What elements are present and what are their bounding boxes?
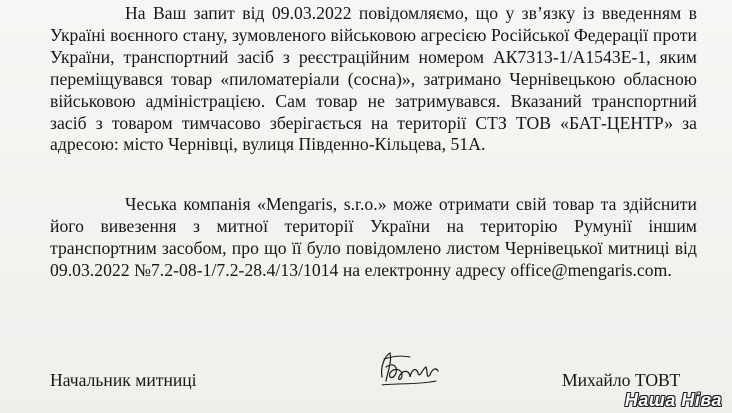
letter-paragraph-1: На Ваш запит від 09.03.2022 повідомляємо, що у зв’язку із введенням в Україні воєнного стану, зумовленого військовою агресією Російської Федерації проти України, транспортний засіб з реєстраційним номером АК7313-1/А1543Е-1, яким переміщувався товар «пиломатеріали (сосна)», затримано Чернівецькою обласною військовою адміністрацією. Сам товар не затримувався. Вказаний транспортний засіб з товаром тимчасово зберігається на території СТЗ ТОВ «БАТ-ЦЕНТР» за адресою: місто Чернівці, вулиця Південно-Кільцева, 51А. <box>50 3 697 155</box>
signatory-name: Михайло ТОВТ <box>562 370 681 390</box>
letter-paragraph-2: Чеська компанія «Mengaris, s.r.o.» може отримати свій товар та здійснити його вивезення з митної території України на територію Румунії іншим транспортним засобом, про що її було повідомлено листом Чернівецької митниці від 09.03.2022 №7.2-08-1/7.2-28.4/13/1014 на електронну адресу office@mengaris.com. <box>50 194 697 280</box>
signatory-position: Начальник митниці <box>50 370 197 390</box>
handwritten-signature <box>376 347 446 391</box>
watermark-logo: Наша Ніва <box>624 390 722 410</box>
